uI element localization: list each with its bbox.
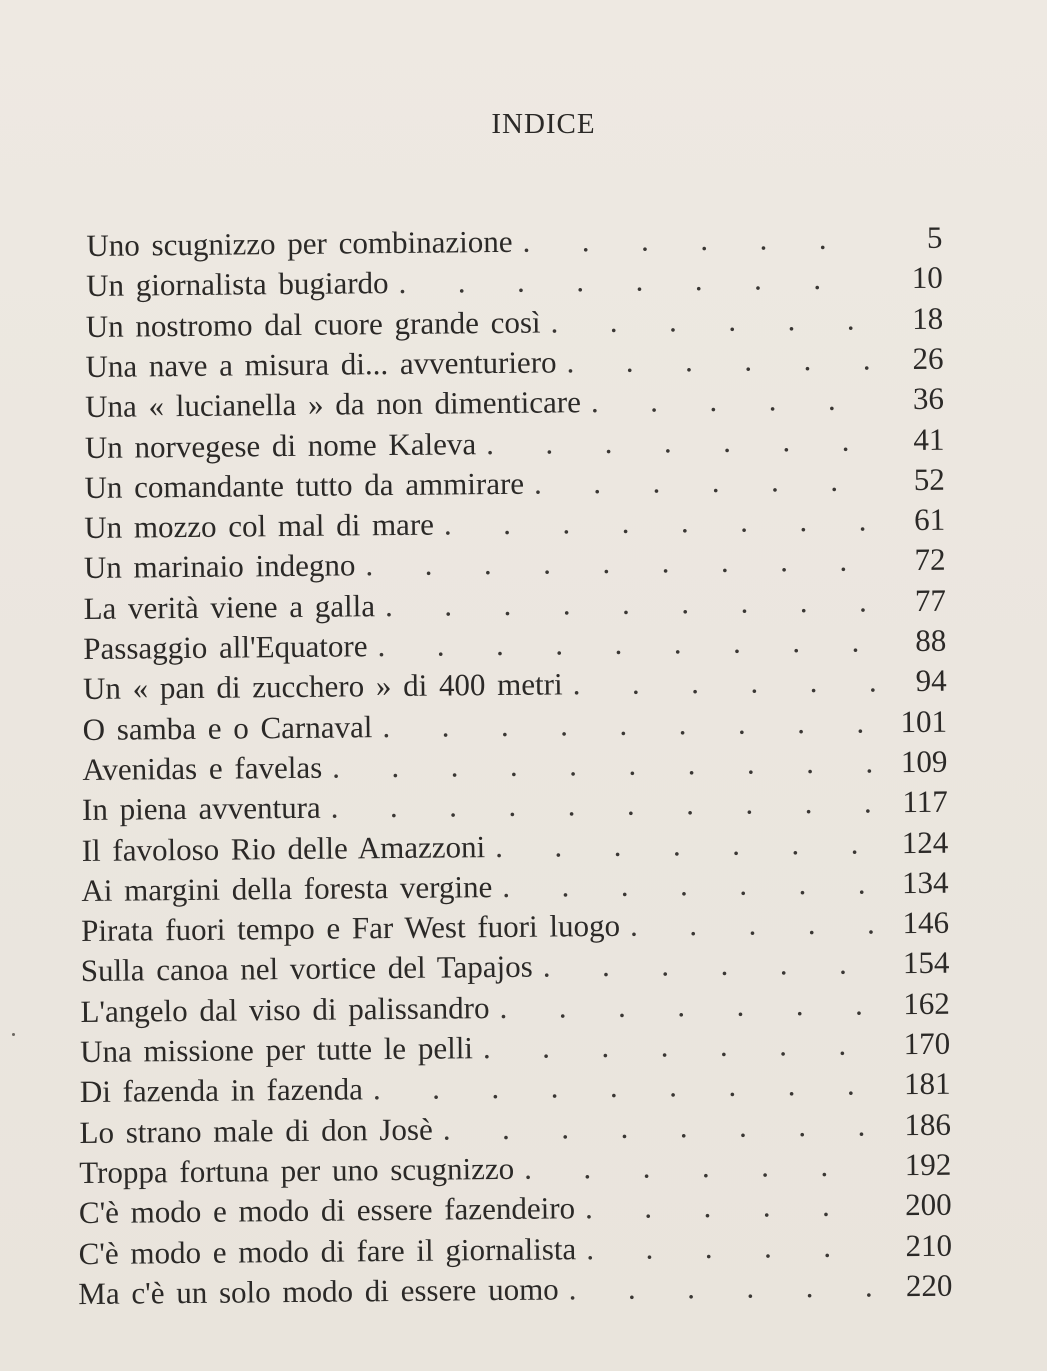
toc-entry-title: C'è modo e modo di fare il giornalista	[78, 1230, 577, 1271]
margin-speck	[12, 1033, 15, 1036]
toc-entry-page-number: 72	[914, 542, 946, 578]
toc-entry-page-number: 170	[903, 1025, 951, 1062]
dot-leader	[485, 823, 878, 867]
dot-leader	[620, 903, 879, 945]
table-of-contents	[0, 217, 1041, 1311]
dot-leader	[321, 783, 878, 828]
toc-entry-page-number: 181	[903, 1065, 951, 1102]
toc-entry-title: O samba e o Carnaval	[82, 708, 373, 747]
toc-entry-page-number: 61	[913, 501, 946, 538]
toc-entry-page-number: 117	[902, 783, 948, 820]
toc-entry-title: Un « pan di zucchero » di 400 metri	[82, 666, 563, 707]
dot-leader	[559, 1266, 883, 1309]
toc-entry-page-number: 10	[911, 260, 943, 296]
toc-entry-page-number: 52	[913, 461, 945, 497]
toc-entry-page-number: 77	[914, 582, 947, 618]
toc-entry-page-number: 5	[926, 219, 943, 255]
toc-entry-title: Una missione per tutte le pelli	[80, 1030, 474, 1070]
toc-entry-page-number: 101	[900, 703, 948, 739]
dot-leader	[540, 299, 873, 342]
toc-entry-title: Passaggio all'Equatore	[83, 628, 368, 666]
toc-entry-page-number: 146	[902, 904, 950, 941]
dot-leader	[388, 259, 873, 304]
dot-leader	[533, 944, 880, 987]
toc-entry-title: L'angelo dal viso di palissandro	[80, 989, 490, 1029]
toc-entry-title: La verità viene a galla	[83, 587, 376, 626]
toc-entry-title: Un mozzo col mal di mare	[84, 506, 435, 546]
dot-leader	[562, 662, 876, 705]
dot-leader	[367, 621, 876, 666]
toc-entry-title: Un giornalista bugiardo	[85, 265, 389, 304]
dot-leader	[372, 702, 877, 747]
dot-leader	[512, 218, 872, 261]
dot-leader	[575, 1186, 882, 1229]
toc-entry-title: Pirata fuori tempo e Far West fuori luogo	[80, 907, 621, 949]
toc-entry-title: Un nostromo dal cuore grande così	[85, 304, 541, 344]
toc-entry-title: Troppa fortuna per uno scugnizzo	[79, 1150, 515, 1190]
toc-entry-title: Una « lucianella » da non dimenticare	[85, 384, 582, 425]
page-title: INDICE	[491, 108, 596, 140]
dot-leader	[556, 339, 873, 382]
dot-leader	[434, 500, 876, 544]
dot-leader	[576, 1226, 882, 1269]
dot-leader	[492, 863, 879, 907]
toc-entry-page-number: 18	[911, 300, 944, 336]
toc-entry-page-number: 26	[912, 340, 944, 376]
toc-entry-title: Un comandante tutto da ammirare	[84, 465, 525, 505]
toc-entry-page-number: 186	[904, 1106, 952, 1142]
dot-leader	[322, 742, 878, 787]
dot-leader	[581, 380, 874, 423]
dot-leader	[514, 1145, 881, 1189]
toc-entry-title: C'è modo e modo di essere fazendeiro	[78, 1190, 576, 1231]
toc-entry-page-number: 192	[904, 1146, 952, 1183]
toc-entry-title: Ma c'è un solo modo di essere uomo	[78, 1271, 559, 1311]
toc-entry-title: Uno scugnizzo per combinazione	[86, 223, 513, 263]
dot-leader	[363, 1065, 881, 1110]
toc-entry-title: Un norvegese di nome Kaleva	[84, 425, 477, 465]
dot-leader	[375, 581, 876, 626]
toc-entry-page-number: 88	[915, 622, 947, 659]
dot-leader	[355, 541, 876, 586]
toc-entry	[78, 1265, 953, 1313]
toc-entry-page-number: 109	[900, 743, 948, 780]
toc-entry-page-number: 162	[903, 985, 950, 1021]
dot-leader	[476, 420, 875, 464]
toc-entry-title: Sulla canoa nel vortice del Tapajos	[80, 949, 533, 989]
toc-entry-title: Una nave a misura di... avventuriero	[85, 344, 557, 384]
toc-entry-page-number: 124	[901, 824, 949, 860]
toc-entry-page-number: 220	[905, 1267, 953, 1303]
toc-entry-page-number: 41	[913, 421, 945, 457]
toc-entry-title: Avenidas e favelas	[82, 749, 323, 787]
dot-leader	[489, 984, 880, 1028]
toc-entry-page-number: 154	[902, 945, 950, 981]
toc-entry-title: Lo strano male di don Josè	[79, 1111, 433, 1150]
toc-entry-page-number: 36	[912, 380, 945, 417]
toc-entry-page-number: 200	[905, 1186, 952, 1223]
toc-entry-title: Di fazenda in fazenda	[79, 1071, 364, 1110]
dot-leader	[524, 460, 875, 503]
toc-entry-title: Il favoloso Rio delle Amazzoni	[81, 828, 486, 868]
dot-leader	[473, 1024, 881, 1068]
toc-entry-title: Un marinaio indegno	[83, 547, 356, 586]
toc-entry-page-number: 134	[901, 864, 949, 900]
toc-entry-title: Ai margini della foresta vergine	[81, 868, 493, 908]
toc-entry-page-number: 210	[905, 1227, 953, 1263]
toc-entry-title: In piena avventura	[81, 789, 321, 828]
dot-leader	[433, 1105, 882, 1149]
toc-entry-page-number: 94	[915, 663, 947, 699]
